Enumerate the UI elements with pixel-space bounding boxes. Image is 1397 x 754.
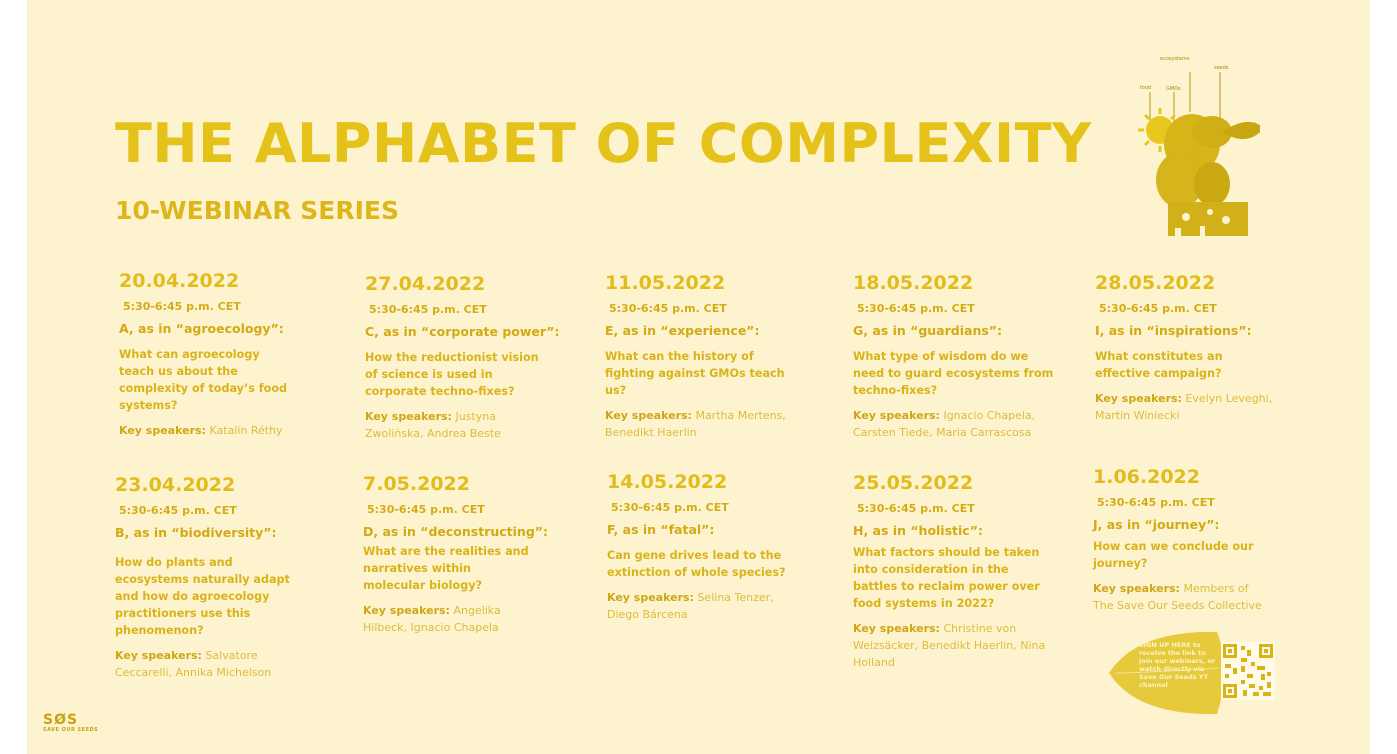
speakers-names: Selina Tenzer, Diego Bárcena xyxy=(607,591,774,621)
event-card-b xyxy=(115,474,345,681)
event-question: What constitutes an effective campaign? xyxy=(1095,350,1223,380)
event-date: 20.04.2022 xyxy=(119,270,240,292)
event-question: What can agroecology teach us about the complexity of today’s food systems? xyxy=(119,348,288,412)
event-question: How do plants and ecosystems naturally adapt and how do agroecology practitioners use this phenomenon? xyxy=(115,556,290,637)
event-question: Can gene drives lead to the extinction of whole species? xyxy=(607,549,786,579)
event-theme: H, as in “holistic”: xyxy=(853,523,983,538)
speakers-label: Key speakers: xyxy=(607,591,694,604)
event-card-f xyxy=(607,471,837,623)
event-date: 28.05.2022 xyxy=(1095,272,1216,294)
event-speakers xyxy=(607,589,782,623)
event-theme: B, as in “biodiversity”: xyxy=(115,525,277,540)
speakers-names: Katalin Réthy xyxy=(209,424,283,437)
event-theme: G, as in “guardians”: xyxy=(853,323,1003,338)
event-card-j xyxy=(1093,466,1283,614)
event-card-d xyxy=(363,473,593,636)
event-speakers xyxy=(605,407,790,441)
event-date: 11.05.2022 xyxy=(605,272,726,294)
speakers-label: Key speakers: xyxy=(1093,582,1180,595)
event-question: What are the realities and narratives within molecular biology? xyxy=(363,545,529,592)
event-question: How can we conclude our journey? xyxy=(1093,540,1254,570)
event-time: 5:30-6:45 p.m. CET xyxy=(1099,302,1217,315)
speakers-names: Ignacio Chapela, Carsten Tiede, Maria Carrascosa xyxy=(853,409,1036,439)
event-time: 5:30-6:45 p.m. CET xyxy=(369,303,487,316)
label-seeds: seeds xyxy=(1214,65,1229,71)
event-speakers xyxy=(1093,580,1268,614)
event-question: What type of wisdom do we need to guard ecosystems from techno-fixes? xyxy=(853,350,1054,397)
sos-logo xyxy=(43,712,98,733)
event-question: How the reductionist vision of science is used in corporate techno-fixes? xyxy=(365,351,539,398)
page-subtitle: 10-WEBINAR SERIES xyxy=(115,196,399,225)
plant-illustration xyxy=(1130,52,1260,242)
speakers-names: Salvatore Ceccarelli, Annika Michelson xyxy=(115,649,272,679)
label-food: food xyxy=(1140,85,1152,91)
event-date: 1.06.2022 xyxy=(1093,466,1200,488)
slide xyxy=(27,0,1370,754)
speakers-label: Key speakers: xyxy=(365,410,452,423)
event-speakers xyxy=(363,602,513,636)
event-date: 7.05.2022 xyxy=(363,473,470,495)
speakers-label: Key speakers: xyxy=(605,409,692,422)
signup-link[interactable]: SIGN UP HERE to receive the link to join our webinars, or watch directly via Save Our Seeds YT channel xyxy=(1139,641,1216,689)
event-card-c xyxy=(365,273,595,442)
event-question: What can the history of fighting against GMOs teach us? xyxy=(605,350,785,397)
event-theme: I, as in “inspirations”: xyxy=(1095,323,1252,338)
event-time: 5:30-6:45 p.m. CET xyxy=(1097,496,1215,509)
event-time: 5:30-6:45 p.m. CET xyxy=(611,501,729,514)
event-question: What factors should be taken into consideration in the battles to reclaim power over food systems in 2022? xyxy=(853,546,1040,610)
event-speakers xyxy=(365,408,525,442)
event-date: 25.05.2022 xyxy=(853,472,974,494)
event-speakers xyxy=(119,422,349,439)
speakers-names: Evelyn Leveghi, Martin Winiecki xyxy=(1095,392,1273,422)
event-time: 5:30-6:45 p.m. CET xyxy=(123,300,241,313)
label-ecosystems: ecosystems xyxy=(1160,56,1190,62)
speakers-names: Christine von Weizsäcker, Benedikt Haerlin, Nina Holland xyxy=(853,622,1046,669)
speakers-label: Key speakers: xyxy=(1095,392,1182,405)
event-date: 23.04.2022 xyxy=(115,474,236,496)
event-speakers xyxy=(115,647,295,681)
event-time: 5:30-6:45 p.m. CET xyxy=(119,504,237,517)
logo-mark: SØS xyxy=(43,712,79,728)
speakers-names: Martha Mertens, Benedikt Haerlin xyxy=(605,409,786,439)
event-theme: F, as in “fatal”: xyxy=(607,522,715,537)
event-card-g xyxy=(853,272,1083,441)
speakers-label: Key speakers: xyxy=(853,622,940,635)
speakers-names: Members of The Save Our Seeds Collective xyxy=(1093,582,1262,612)
speakers-names: Justyna Zwolińska, Andrea Beste xyxy=(365,410,501,440)
label-gmos: GMOs xyxy=(1166,86,1181,92)
event-date: 14.05.2022 xyxy=(607,471,728,493)
page-title: THE ALPHABET OF COMPLEXITY xyxy=(115,112,1092,175)
speakers-label: Key speakers: xyxy=(853,409,940,422)
speakers-label: Key speakers: xyxy=(115,649,202,662)
event-date: 27.04.2022 xyxy=(365,273,486,295)
event-card-a xyxy=(119,270,349,439)
event-time: 5:30-6:45 p.m. CET xyxy=(857,302,975,315)
event-speakers xyxy=(1095,390,1275,424)
event-card-i xyxy=(1095,272,1290,424)
event-theme: C, as in “corporate power”: xyxy=(365,324,560,339)
event-speakers xyxy=(853,620,1053,671)
event-theme: D, as in “deconstructing”: xyxy=(363,524,548,539)
event-time: 5:30-6:45 p.m. CET xyxy=(857,502,975,515)
event-theme: E, as in “experience”: xyxy=(605,323,760,338)
event-theme: A, as in “agroecology”: xyxy=(119,321,284,336)
event-card-e xyxy=(605,272,835,441)
event-speakers xyxy=(853,407,1043,441)
event-time: 5:30-6:45 p.m. CET xyxy=(367,503,485,516)
speakers-names: Angelika Hilbeck, Ignacio Chapela xyxy=(363,604,501,634)
event-card-h xyxy=(853,472,1083,671)
logo-tagline: SAVE OUR SEEDS xyxy=(43,727,99,733)
speakers-label: Key speakers: xyxy=(119,424,206,437)
speakers-label: Key speakers: xyxy=(363,604,450,617)
qr-code[interactable] xyxy=(1221,642,1275,700)
event-theme: J, as in “journey”: xyxy=(1093,517,1220,532)
event-date: 18.05.2022 xyxy=(853,272,974,294)
event-time: 5:30-6:45 p.m. CET xyxy=(609,302,727,315)
